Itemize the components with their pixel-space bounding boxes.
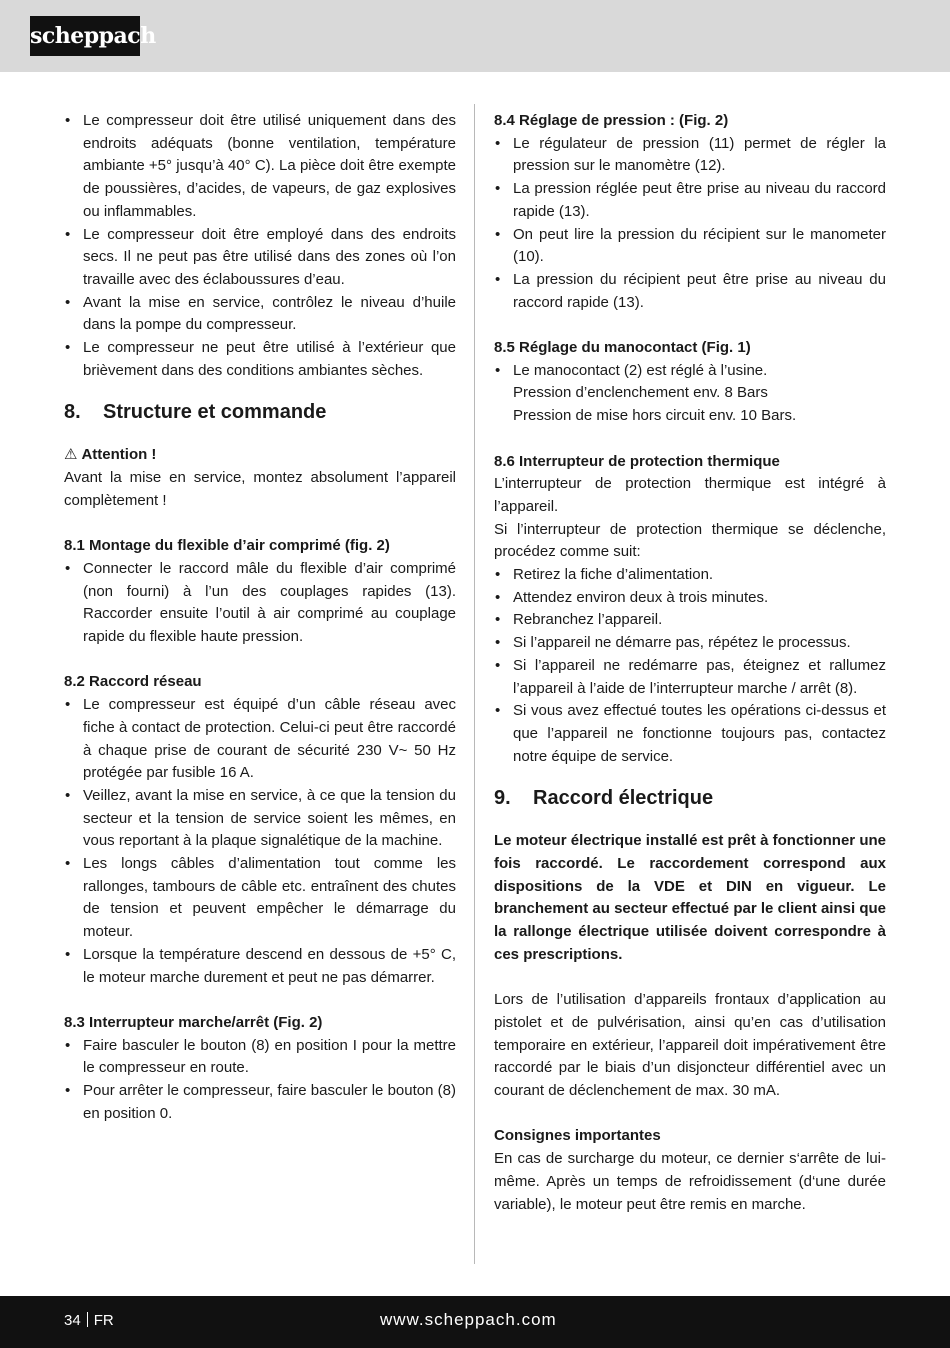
important-notes-title: Consignes importantes [494, 1127, 661, 1145]
list-item: • Si vous avez effectué toutes les opérations ci-dessus et que l’appareil ne fonctionne toujours pas, contactez notre équipe de service. [494, 700, 886, 768]
page-footer [0, 1296, 950, 1348]
subsection-8-6-list [494, 564, 886, 768]
attention-text: Avant la mise en service, montez absolument l’appareil complètement ! [64, 469, 456, 509]
section-8-heading [64, 400, 456, 424]
list-item: • Connecter le raccord mâle du flexible d’air comprimé (non fourni) à l’un des couplages rapides (13). Raccorder ensuite l’outil à air comprimé au couplage rapide du flexible haute pression. [64, 558, 456, 649]
subsection-8-6-title: 8.6 Interrupteur de protection thermique [494, 452, 780, 470]
list-item: • Retirez la fiche d’alimentation. [494, 564, 886, 587]
section-number: 9. [494, 787, 511, 810]
list-item [494, 360, 886, 428]
section-title: Structure et commande [103, 401, 327, 424]
thermal-switch-procedure-intro: Si l’interrupteur de protection thermique se déclenche, procédez comme suit: [494, 520, 886, 561]
subsection-8-3-title: 8.3 Interrupteur marche/arrêt (Fig. 2) [64, 1013, 323, 1031]
list-item: • Si l’appareil ne démarre pas, répétez le processus. [494, 632, 886, 655]
list-item: • La pression réglée peut être prise au niveau du raccord rapide (13). [494, 178, 886, 223]
list-item: • Attendez environ deux à trois minutes. [494, 587, 886, 610]
footer-separator [87, 1312, 88, 1327]
scheppach-logo: scheppach [30, 16, 140, 56]
rcd-requirement-text: Lors de l’utilisation d’appareils frontaux d’application au pistolet et de pulvérisation, ainsi qu’en cas d’utilisation temporaire en extérieur, l’appareil doit impérativement être raccordé par le biais d’un disjoncteur différentiel avec un courant de déclenchement de max. 30 mA. [494, 991, 886, 1100]
list-item: • Si l’appareil ne redémarre pas, éteignez et rallumez l’appareil à l’aide de l’interrupteur marche / arrêt (8). [494, 655, 886, 700]
attention-heading [64, 444, 456, 467]
list-item: • Pour arrêter le compresseur, faire basculer le bouton (8) en position 0. [64, 1080, 456, 1125]
list-item: • La pression du récipient peut être prise au niveau du raccord rapide (13). [494, 269, 886, 314]
intro-bullet-list [64, 110, 456, 382]
subsection-8-2-title: 8.2 Raccord réseau [64, 673, 202, 691]
attention-label: Attention ! [81, 446, 157, 464]
language-code: FR [93, 1312, 114, 1329]
important-notes-text: En cas de surcharge du moteur, ce dernier s‘arrête de lui-même. Après un temps de refroidissement (d‘une durée variable), le moteur peut être remis en marche. [494, 1150, 886, 1213]
warning-triangle-icon: ⚠ [64, 446, 78, 464]
subsection-8-1-list [64, 558, 456, 649]
pressure-switch-factory-note: Le manocontact (2) est réglé à l’usine. [513, 361, 768, 379]
list-item: • Rebranchez l’appareil. [494, 609, 886, 632]
list-item: • Le compresseur ne peut être utilisé à l’extérieur que brièvement dans des conditions ambiantes sèches. [64, 337, 456, 382]
website-link[interactable]: www.scheppach.com [380, 1310, 557, 1329]
list-item: • Avant la mise en service, contrôlez le niveau d’huile dans la pompe du compresseur. [64, 292, 456, 337]
list-item: • Les longs câbles d’alimentation tout comme les rallonges, tambours de câble etc. entraînent des chutes de tension et peuvent empêcher le démarrage du moteur. [64, 853, 456, 944]
cut-out-pressure: Pression de mise hors circuit env. 10 Bars. [513, 407, 797, 425]
list-item: • Le régulateur de pression (11) permet de régler la pression sur le manomètre (12). [494, 133, 886, 178]
page-indicator [64, 1310, 114, 1332]
subsection-8-4-title: 8.4 Réglage de pression : (Fig. 2) [494, 112, 729, 129]
subsection-8-5-list [494, 360, 886, 428]
left-column [64, 110, 456, 1125]
section-number: 8. [64, 401, 81, 424]
list-item: • On peut lire la pression du récipient sur le manometer (10). [494, 224, 886, 269]
list-item: • Faire basculer le bouton (8) en position I pour la mettre le compresseur en route. [64, 1035, 456, 1080]
subsection-8-2-list [64, 694, 456, 989]
cut-in-pressure: Pression d’enclenchement env. 8 Bars [513, 384, 768, 402]
section-title: Raccord électrique [533, 787, 714, 810]
list-item: • Lorsque la température descend en dessous de +5° C, le moteur marche durement et peut ne pas démarrer. [64, 944, 456, 989]
section-9-heading [494, 786, 886, 810]
thermal-switch-intro: L’interrupteur de protection thermique est intégré à l’appareil. [494, 475, 886, 515]
subsection-8-5-title: 8.5 Réglage du manocontact (Fig. 1) [494, 339, 751, 357]
list-item: • Le compresseur doit être utilisé uniquement dans des endroits adéquats (bonne ventilation, température ambiante +5° jusqu’à 40° C). La pièce doit être exempte de poussières, d’acides, de vapeurs, de gaz explosives ou inflammables. [64, 110, 456, 224]
column-divider [474, 104, 475, 1264]
electrical-connection-notice: Le moteur électrique installé est prêt à fonctionner une fois raccordé. Le raccordement correspond aux dispositions de la VDE et DIN en vigueur. Le branchement au secteur effectué par le client ainsi que la rallonge électrique utilisée doivent correspondre à ces prescriptions. [494, 832, 886, 963]
subsection-8-3-list [64, 1035, 456, 1126]
subsection-8-1-title: 8.1 Montage du flexible d’air comprimé (fig. 2) [64, 537, 390, 555]
subsection-8-4-list [494, 133, 886, 315]
list-item: • Le compresseur est équipé d’un câble réseau avec fiche à contact de protection. Celui-ci peut être raccordé à chaque prise de courant de sécurité 230 V~ 50 Hz protégée par fusible 16 A. [64, 694, 456, 785]
right-column [494, 110, 886, 1216]
list-item: • Veillez, avant la mise en service, à ce que la tension du secteur et la tension de service soient les mêmes, en vous reportant à la plaque signalétique de la machine. [64, 785, 456, 853]
page-number: 34 [64, 1312, 81, 1329]
page-header [0, 0, 950, 72]
list-item: • Le compresseur doit être employé dans des endroits secs. Il ne peut pas être utilisé dans des zones où l’on travaille avec des éclaboussures d’eau. [64, 224, 456, 292]
